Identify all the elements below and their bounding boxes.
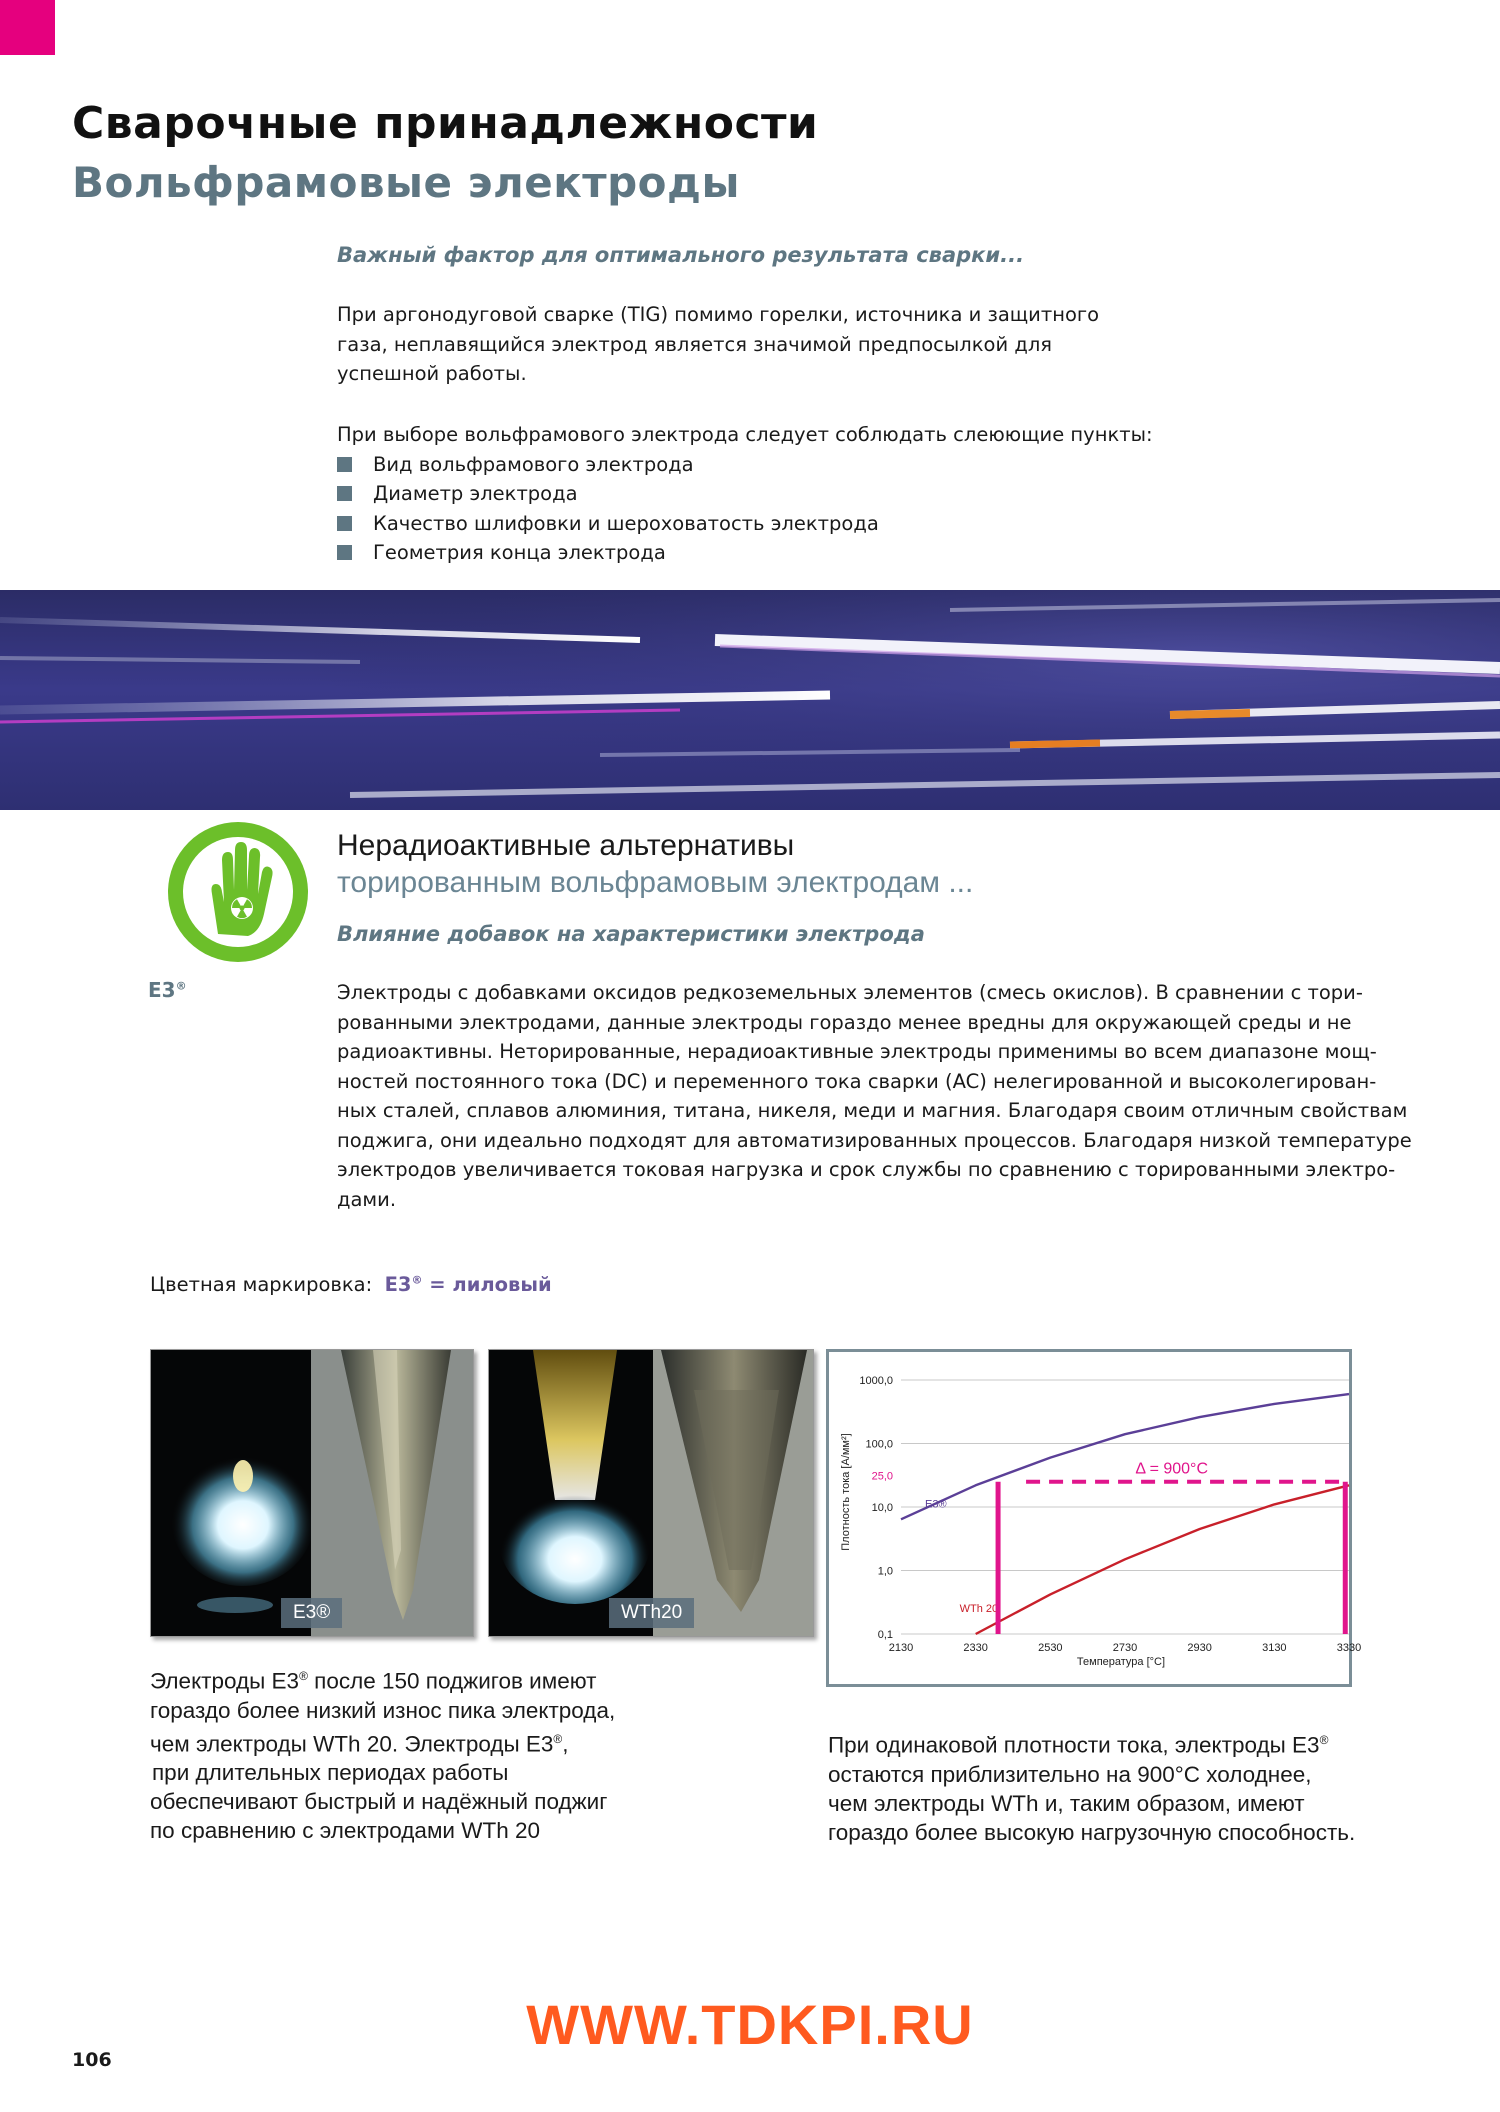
chart-ytick-label: 10,0 bbox=[871, 1502, 893, 1514]
caption-right: При одинаковой плотности тока, электроды E3® остаются приблизительно на 900°C холоднее, чем электроды WTh и, таким образом, имеют гораздо более высокую нагрузочную способность. bbox=[828, 1732, 1356, 1845]
chart-series-line bbox=[976, 1485, 1349, 1634]
bullet-square-icon bbox=[337, 486, 352, 501]
section-line: ностей постоянного тока (DC) и переменного тока сварки (AC) нелегированной и высоколегирован- bbox=[337, 1069, 1377, 1093]
section-line: электродов увеличивается токовая нагрузка и срок службы по сравнению с торированными электро- bbox=[337, 1158, 1396, 1181]
chart-delta-label: Δ = 900°C bbox=[1135, 1460, 1209, 1478]
chart-ytick-label: 0,1 bbox=[877, 1629, 893, 1641]
list-item: Качество шлифовки и шероховатость электрода bbox=[337, 509, 1153, 539]
section-title-continuation: торированным вольфрамовым электродам ... bbox=[337, 866, 974, 899]
e3-tag: E3® bbox=[148, 978, 187, 1002]
chart-xlabel: Температура [°C] bbox=[1076, 1656, 1166, 1668]
chart-series-label: WTh 20 bbox=[959, 1603, 999, 1615]
chart-xtick-label: 2530 bbox=[1038, 1642, 1063, 1654]
chart-ylabel: Плотность тока [А/мм²] bbox=[840, 1433, 852, 1551]
section-line: дами. bbox=[337, 1187, 397, 1211]
photo-label-e3: E3® bbox=[281, 1598, 342, 1628]
caption-left: Электроды E3® после 150 поджигов имеют гораздо более низкий износ пика электрода, чем электроды WTh 20. Электроды E3®, при длительных периодах работы обеспечивают быстрый и надёжный поджиг по сравнению с электродами WTh 20 bbox=[150, 1668, 616, 1843]
section-line: ных сталей, сплавов алюминия, титана, никеля, меди и магния. Благодаря своим отличным свойствам bbox=[337, 1099, 1408, 1122]
bullet-square-icon bbox=[337, 545, 352, 560]
intro-line: газа, неплавящийся электрод является значимой предпосылкой для bbox=[337, 332, 1053, 356]
list-intro: При выборе вольфрамового электрода следует соблюдать слеюющие пункты: bbox=[337, 423, 1153, 446]
photo-label-wth20: WTh20 bbox=[609, 1598, 694, 1628]
electrodes-banner-image bbox=[0, 590, 1500, 810]
bullet-square-icon bbox=[337, 516, 352, 531]
page-subtitle: Вольфрамовые электроды bbox=[72, 158, 740, 207]
page-title: Сварочные принадлежности bbox=[72, 98, 819, 149]
section-line: рованными электродами, данные электроды гораздо менее вредны для окружающей среды и не bbox=[337, 1010, 1352, 1034]
list-item: Геометрия конца электрода bbox=[337, 538, 1153, 568]
color-marking-label: Цветная маркировка: bbox=[150, 1273, 373, 1296]
chart-level-label: 25,0 bbox=[871, 1470, 893, 1483]
page-number: 106 bbox=[72, 2049, 112, 2071]
chart-xtick-label: 3130 bbox=[1262, 1642, 1287, 1654]
section-line: поджига, они идеально подходят для автоматизированных процессов. Благодаря низкой температуре bbox=[337, 1128, 1412, 1152]
chart-svg bbox=[829, 1352, 1362, 1684]
intro-heading: Важный фактор для оптимального результата сварки... bbox=[337, 243, 1025, 267]
section-line: радиоактивны. Неторированные, нерадиоактивные электроды применимы во всем диапазоне мощ- bbox=[337, 1040, 1377, 1063]
chart-series-line bbox=[901, 1394, 1349, 1519]
e3-electrode-photo bbox=[150, 1349, 474, 1637]
section-title: Нерадиоактивные альтернативы bbox=[337, 829, 795, 862]
intro-list-block bbox=[337, 420, 1153, 568]
chart-series-label: E3® bbox=[925, 1498, 947, 1511]
intro-line: При аргонодуговой сварке (TIG) помимо горелки, источника и защитного bbox=[337, 303, 1100, 326]
intro-line: успешной работы. bbox=[337, 362, 527, 385]
chart-xtick-label: 3330 bbox=[1336, 1642, 1362, 1654]
website-url[interactable]: WWW.TDKPI.RU bbox=[526, 1993, 974, 2056]
color-marking bbox=[150, 1273, 552, 1296]
list-item: Вид вольфрамового электрода bbox=[337, 450, 1153, 480]
bullet-square-icon bbox=[337, 457, 352, 472]
section-line: Электроды с добавками оксидов редкоземельных элементов (смесь окислов). В сравнении с тори- bbox=[337, 981, 1363, 1004]
chart-xtick-label: 2330 bbox=[963, 1642, 988, 1654]
section-subheading: Влияние добавок на характеристики электрода bbox=[337, 922, 925, 946]
chart-ytick-label: 1000,0 bbox=[859, 1375, 893, 1387]
electrodes-illustration bbox=[0, 590, 1500, 810]
corner-marker bbox=[0, 0, 55, 55]
wth20-electrode-photo bbox=[488, 1349, 814, 1637]
chart-xtick-label: 2730 bbox=[1112, 1642, 1138, 1654]
chart-ytick-label: 1,0 bbox=[877, 1565, 893, 1578]
intro-paragraph bbox=[337, 300, 1099, 389]
color-marking-value: E3® = лиловый bbox=[384, 1273, 552, 1296]
chart-xtick-label: 2930 bbox=[1187, 1642, 1212, 1654]
bullet-list bbox=[337, 450, 1153, 568]
chart-ytick-label: 100,0 bbox=[865, 1438, 893, 1451]
chart-xtick-label: 2130 bbox=[888, 1642, 914, 1654]
section-paragraph bbox=[337, 978, 1412, 1214]
non-radioactive-hand-icon bbox=[168, 822, 308, 962]
current-density-chart bbox=[826, 1349, 1362, 1687]
list-item: Диаметр электрода bbox=[337, 479, 1153, 509]
